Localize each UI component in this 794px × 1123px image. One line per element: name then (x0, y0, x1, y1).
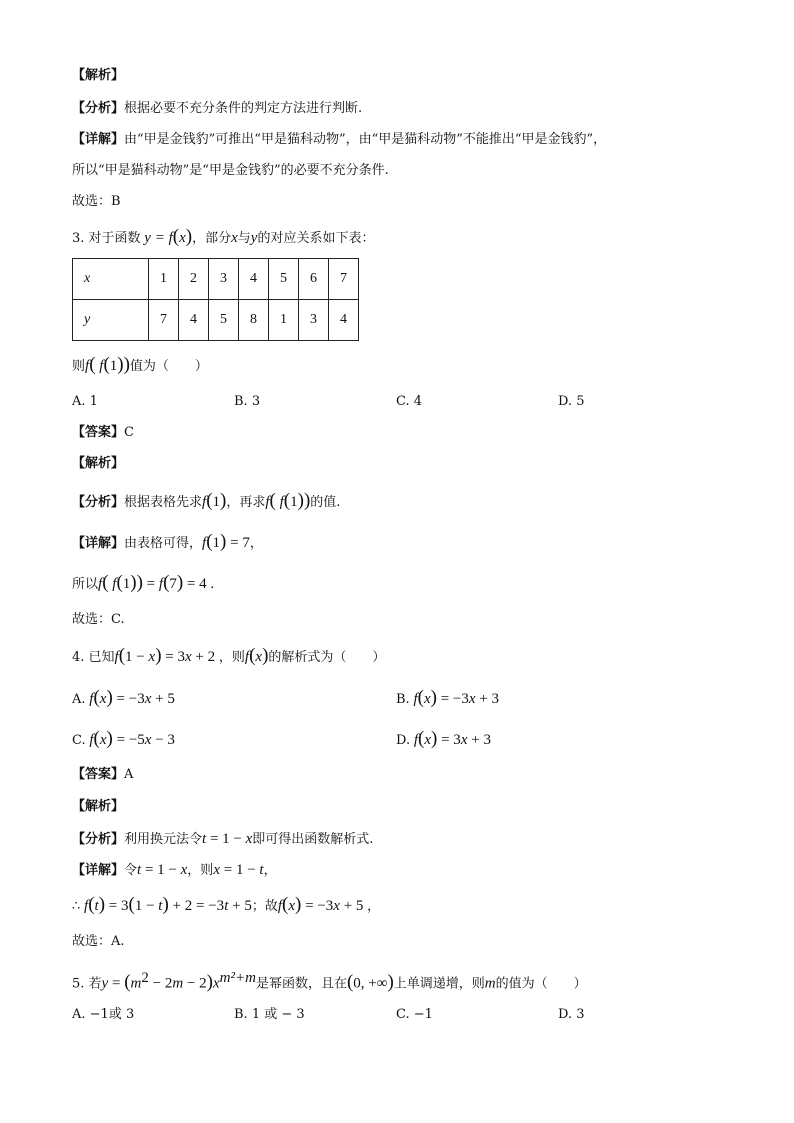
formula: = 3 (161, 649, 185, 665)
table-cell: 7 (329, 259, 359, 300)
formula: f (265, 494, 270, 510)
formula: 2 (141, 970, 149, 986)
formula: t (137, 862, 142, 878)
q2-xiangjie-tag: 【详解】 (72, 132, 125, 147)
var-x: x (179, 230, 186, 246)
formula: x (184, 649, 192, 665)
formula: + 2 = −3 (168, 898, 225, 914)
formula: t (202, 831, 207, 847)
q3-fenxi-pre: 根据表格先求 (124, 495, 203, 510)
table-cell: 4 (179, 300, 209, 341)
formula: f (85, 732, 94, 748)
table-header-y: y (73, 300, 149, 341)
paren: ( (206, 531, 213, 552)
q3-option-c[interactable]: C. 4 (396, 394, 423, 409)
formula: x (423, 691, 431, 707)
table-cell: 7 (149, 300, 179, 341)
table-cell: 1 (269, 300, 299, 341)
formula: = −5 (112, 732, 145, 748)
formula: x (148, 649, 156, 665)
formula: x (99, 732, 107, 748)
q4-stem (72, 646, 385, 668)
q3-fenxi-post: 的值. (310, 495, 341, 510)
paren: ) (106, 728, 113, 749)
paren: ) (262, 645, 269, 666)
paren: ( (249, 645, 256, 666)
formula: x (468, 691, 476, 707)
paren: ( (93, 728, 100, 749)
q2-answer-choice: 故选：B (72, 194, 121, 209)
formula: f (409, 691, 418, 707)
q4-answer (72, 765, 133, 785)
q3-option-a[interactable]: A. 1 (72, 394, 98, 409)
q3-function-expr: y = f (140, 230, 173, 246)
formula: = 3 (105, 898, 129, 914)
q4-stem-mid: ，则 (218, 650, 245, 665)
paren: ( (282, 894, 289, 915)
q3-conclusion (72, 573, 214, 595)
formula: x (180, 862, 188, 878)
formula: f (244, 649, 250, 665)
formula: 7 (169, 576, 177, 592)
paren: ( (128, 894, 135, 915)
formula: + 5 (339, 898, 368, 914)
paren: ) (295, 894, 302, 915)
formula: 1 (109, 358, 118, 374)
q5-stem-post: 的值为（ ） (495, 976, 587, 992)
table-row-x (73, 259, 359, 300)
q2-xiangjie-text1: 由“甲是金钱豹”可推出“甲是猫科动物”，由“甲是猫科动物”不能推出“甲是金钱豹”， (124, 132, 607, 147)
q2-jiexi-heading: 【解析】 (72, 68, 125, 83)
table-cell: 2 (179, 259, 209, 300)
formula: x (245, 831, 253, 847)
q4-fenxi-pre: 利用换元法令 (124, 832, 203, 847)
formula: = −3 (112, 691, 145, 707)
q3-stem-post: 的对应关系如下表： (257, 231, 375, 246)
paren: ( (88, 894, 95, 915)
formula: + 3 (467, 732, 491, 748)
formula: x (144, 732, 152, 748)
q4-derivation (72, 895, 380, 917)
q5-option-d[interactable]: D. 3 (558, 1007, 585, 1022)
formula: x (212, 975, 220, 992)
q3-ask (72, 355, 208, 377)
q2-xiangjie-line1 (72, 130, 606, 150)
paren: ( (116, 572, 123, 593)
q3-stem-pre: 3. 对于函数 (72, 231, 141, 246)
formula: x (288, 898, 296, 914)
q2-fenxi-tag: 【分析】 (72, 101, 125, 116)
q2-fenxi-text: 根据必要不充分条件的判定方法进行判断. (124, 101, 363, 116)
formula: = 1 − (206, 831, 246, 847)
formula: y (101, 975, 109, 992)
q4-xiangjie (72, 860, 277, 881)
formula: = 7 (226, 535, 250, 551)
formula: m²+m (219, 970, 256, 986)
var-y: y (250, 230, 258, 246)
q3-xiangjie-tag: 【详解】 (72, 536, 125, 551)
formula: 1 (290, 494, 298, 510)
formula: + 3 (475, 691, 499, 707)
q4-option-a[interactable] (72, 688, 175, 710)
q4-option-c[interactable] (72, 729, 175, 751)
table-cell: 6 (299, 259, 329, 300)
q4-option-a-label: A. (72, 692, 86, 707)
formula: f (277, 898, 283, 914)
formula: m (484, 975, 496, 992)
q4-fenxi-tag: 【分析】 (72, 832, 125, 847)
table-cell: 8 (239, 300, 269, 341)
formula: f (202, 535, 207, 551)
paren: ) (162, 894, 169, 915)
formula: 1 − (125, 649, 149, 665)
q5-stem-mid2: 上单调递增，则 (393, 976, 485, 992)
q3-suoyi: 所以 (72, 577, 99, 592)
formula: 1 (212, 494, 221, 510)
formula: f (410, 732, 419, 748)
q3-ask-post: 值为（ ） (129, 359, 208, 374)
formula: − 2 (183, 975, 207, 992)
formula: = 3 (437, 732, 461, 748)
formula: x (213, 862, 220, 878)
paren: ) (98, 894, 106, 915)
paren: ) (176, 572, 184, 593)
paren: )) (130, 572, 143, 593)
paren: ( (102, 572, 109, 593)
formula: f (108, 576, 117, 592)
q2-fenxi (72, 99, 362, 119)
paren: ) (206, 971, 213, 993)
paren: ( (346, 971, 354, 993)
table-cell: 1 (149, 259, 179, 300)
paren: ) (106, 687, 113, 708)
paren: ( (93, 687, 100, 708)
q4-option-b[interactable] (396, 688, 499, 710)
q3-fenxi-mid: ，再求 (226, 495, 266, 510)
formula: f (275, 494, 284, 510)
q3-jiexi-heading: 【解析】 (72, 456, 125, 471)
q4-answer-choice: 故选：A. (72, 934, 125, 949)
q4-answer-value: A (124, 767, 134, 782)
formula: = 1 − (141, 862, 181, 878)
q3-xiangjie-post: ， (249, 536, 263, 551)
paren: ( (206, 490, 213, 511)
therefore-symbol: ∴ (72, 899, 81, 914)
q3-answer-tag: 【答案】 (72, 425, 125, 440)
q5-stem-mid: 是幂函数，且在 (255, 976, 347, 992)
formula: t (94, 898, 99, 914)
formula: = −3 (301, 898, 334, 914)
q4-fenxi-post: 即可得出函数解析式. (252, 832, 374, 847)
paren: ) (220, 490, 227, 511)
formula: t (259, 862, 264, 878)
q4-fenxi (72, 829, 373, 850)
q3-fenxi-tag: 【分析】 (72, 495, 125, 510)
formula: f (202, 494, 207, 510)
paren: ( (103, 354, 110, 375)
formula: x (255, 649, 263, 665)
paren: ) (185, 226, 193, 247)
q3-answer (72, 423, 134, 443)
q4-answer-tag: 【答案】 (72, 767, 125, 782)
formula: = 4 . (183, 576, 215, 592)
formula: − 3 (151, 732, 175, 748)
table-cell: 3 (299, 300, 329, 341)
q4-therefore-post: ， (367, 899, 381, 914)
formula: t (224, 898, 229, 914)
paren: ( (418, 728, 425, 749)
formula: 1 − (134, 898, 159, 914)
formula: f (95, 358, 104, 374)
paren: ( (163, 572, 170, 593)
q5-stem (72, 968, 587, 994)
formula: + 2 (191, 649, 219, 665)
formula: f (158, 576, 164, 592)
q3-stem-mid: ，部分 (192, 231, 232, 246)
q3-xiangjie (72, 532, 263, 554)
formula: m (130, 975, 142, 992)
paren: )) (117, 354, 130, 375)
q3-option-d[interactable]: D. 5 (558, 394, 585, 409)
paren: ) (387, 971, 394, 993)
formula: m (172, 975, 184, 992)
q4-xiangjie-post: ， (263, 863, 277, 878)
table-cell: 3 (209, 259, 239, 300)
q2-xiangjie-line2: 所以“甲是猫科动物”是“甲是金钱豹”的必要不充分条件. (72, 163, 389, 178)
formula: = (108, 975, 125, 992)
q5-option-a[interactable]: A. −1或 3 (72, 1007, 135, 1022)
q3-stem (72, 227, 374, 249)
q4-therefore-mid: ；故 (251, 899, 278, 914)
formula: x (424, 732, 432, 748)
formula: 1 (122, 576, 131, 592)
q4-xiangjie-pre: 令 (124, 863, 138, 878)
q4-xiangjie-mid: ，则 (187, 863, 214, 878)
q3-option-b[interactable]: B. 3 (234, 394, 261, 409)
q4-jiexi-heading: 【解析】 (72, 799, 125, 814)
formula: + 5 (151, 691, 175, 707)
paren: ) (430, 687, 437, 708)
paren: ( (283, 490, 291, 511)
formula: x (99, 691, 107, 707)
q3-fenxi (72, 491, 340, 513)
q3-xiangjie-pre: 由表格可得， (124, 536, 203, 551)
q4-option-d-label: D. (396, 733, 411, 748)
table-cell: 5 (269, 259, 299, 300)
paren: ) (431, 728, 438, 749)
q3-ask-pre: 则 (72, 359, 86, 374)
paren: ( (417, 687, 424, 708)
formula: x (333, 898, 340, 914)
var-x: x (231, 230, 238, 246)
paren: ) (220, 531, 227, 552)
paren: ( (269, 490, 276, 511)
formula: f (98, 576, 103, 592)
q3-value-table (72, 258, 359, 341)
formula: f (85, 358, 90, 374)
formula: f (80, 898, 89, 914)
paren: ) (155, 645, 162, 666)
formula: − 2 (148, 975, 173, 992)
formula: = −3 (436, 691, 469, 707)
formula: 1 (212, 535, 221, 551)
q5-option-c[interactable]: C. −1 (396, 1007, 433, 1022)
formula: x (144, 691, 152, 707)
formula: f (114, 649, 119, 665)
formula: + 5 (228, 898, 252, 914)
q4-option-d[interactable] (396, 729, 491, 751)
table-cell: 5 (209, 300, 239, 341)
q3-stem-and: 与 (237, 231, 251, 246)
paren: ( (124, 971, 131, 993)
formula: = 1 − (219, 862, 260, 878)
table-row-y (73, 300, 359, 341)
q4-option-b-label: B. (396, 692, 410, 707)
q5-option-b[interactable]: B. 1 或 − 3 (234, 1007, 305, 1022)
q5-stem-pre: 5. 若 (72, 976, 102, 992)
q3-answer-choice: 故选：C. (72, 612, 125, 627)
q4-stem-pre: 4. 已知 (72, 650, 115, 665)
formula: f (85, 691, 94, 707)
paren: )) (297, 490, 311, 511)
paren: ( (118, 645, 126, 666)
formula: x (460, 732, 468, 748)
q3-answer-value: C (124, 425, 134, 440)
table-cell: 4 (329, 300, 359, 341)
formula: = (142, 576, 159, 592)
q4-option-c-label: C. (72, 733, 86, 748)
table-header-x: x (73, 259, 149, 300)
q4-xiangjie-tag: 【详解】 (72, 863, 125, 878)
formula: 0, +∞ (353, 975, 388, 992)
paren: ( (172, 226, 180, 247)
paren: ( (89, 354, 96, 375)
formula: t (158, 898, 163, 914)
q4-stem-post: 的解析式为（ ） (268, 650, 386, 665)
table-cell: 4 (239, 259, 269, 300)
